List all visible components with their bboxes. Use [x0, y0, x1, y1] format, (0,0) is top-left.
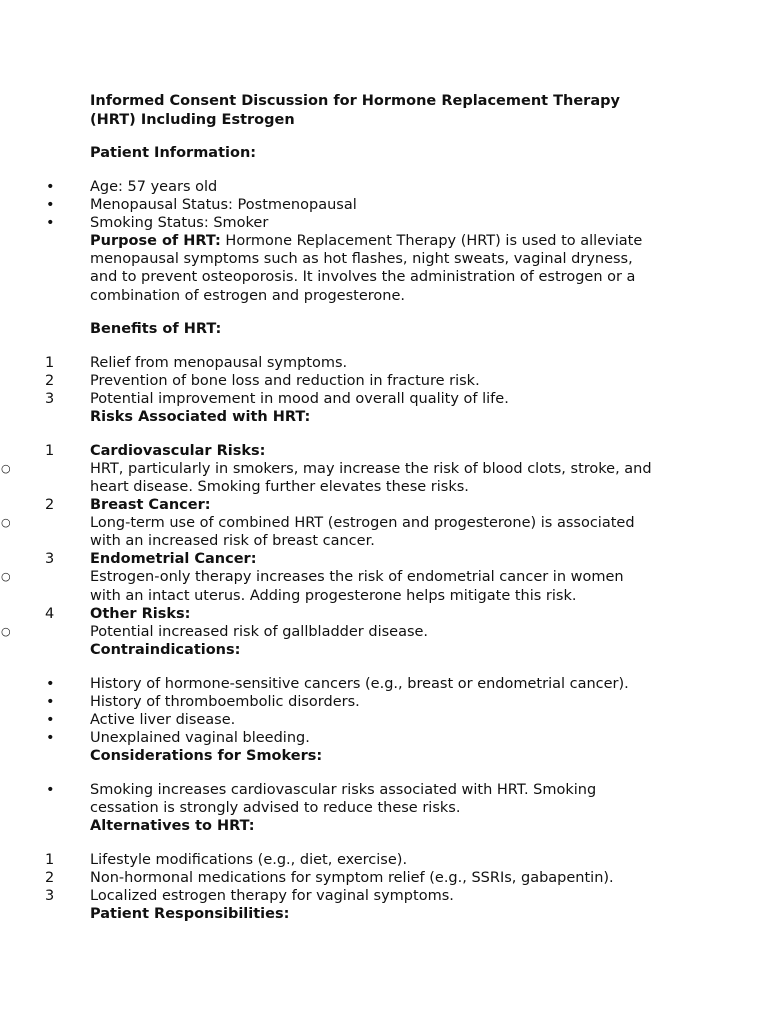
patient-info-heading: Patient Information:: [90, 145, 257, 161]
risk-detail-line: Potential increased risk of gallbladder disease.: [90, 624, 429, 640]
alternative-item: Localized estrogen therapy for vaginal symptoms.: [90, 888, 454, 904]
purpose-line-3: and to prevent osteoporosis. It involves the administration of estrogen or a: [90, 269, 636, 285]
smokers-text-line: Smoking increases cardiovascular risks associated with HRT. Smoking: [90, 782, 597, 798]
purpose-line-4: combination of estrogen and progesterone.: [90, 288, 405, 304]
risk-title-cardiovascular: Cardiovascular Risks:: [90, 443, 266, 459]
bullet-marker: •: [46, 197, 55, 213]
list-number: 2: [45, 497, 55, 513]
risk-detail-line: Estrogen-only therapy increases the risk of endometrial cancer in women: [90, 569, 624, 585]
bullet-marker: •: [46, 676, 55, 692]
responsibilities-heading: Patient Responsibilities:: [90, 906, 290, 922]
list-number: 1: [45, 852, 55, 868]
risk-detail-line: HRT, particularly in smokers, may increase the risk of blood clots, stroke, and: [90, 461, 652, 477]
purpose-line-1: [90, 232, 690, 250]
list-number: 2: [45, 870, 55, 886]
bullet-marker: •: [46, 730, 55, 746]
patient-info-smoking-status: Smoking Status: Smoker: [90, 215, 269, 231]
benefit-item: Relief from menopausal symptoms.: [90, 355, 348, 371]
contraindication-item: Unexplained vaginal bleeding.: [90, 730, 310, 746]
alternative-item: Non-hormonal medications for symptom relief (e.g., SSRIs, gabapentin).: [90, 870, 614, 886]
list-number: 2: [45, 373, 55, 389]
bullet-marker: •: [46, 179, 55, 195]
bullet-marker: •: [46, 712, 55, 728]
document-title-line-2: (HRT) Including Estrogen: [90, 112, 295, 128]
list-number: 4: [45, 606, 55, 622]
risk-detail-line: Long-term use of combined HRT (estrogen and progesterone) is associated: [90, 515, 635, 531]
bullet-marker: •: [46, 694, 55, 710]
risk-detail-line: heart disease. Smoking further elevates these risks.: [90, 479, 469, 495]
sub-bullet-marker: ○: [1, 516, 11, 529]
contraindication-item: History of thromboembolic disorders.: [90, 694, 360, 710]
contraindications-heading: Contraindications:: [90, 642, 241, 658]
list-number: 3: [45, 551, 55, 567]
risk-title-endometrial-cancer: Endometrial Cancer:: [90, 551, 257, 567]
list-number: 1: [45, 355, 55, 371]
list-number: 3: [45, 391, 55, 407]
patient-info-menopausal-status: Menopausal Status: Postmenopausal: [90, 197, 357, 213]
bullet-marker: •: [46, 215, 55, 231]
list-number: 1: [45, 443, 55, 459]
risk-detail-line: with an intact uterus. Adding progesterone helps mitigate this risk.: [90, 588, 577, 604]
smokers-text-line: cessation is strongly advised to reduce these risks.: [90, 800, 461, 816]
purpose-line-2: menopausal symptoms such as hot flashes, night sweats, vaginal dryness,: [90, 251, 633, 267]
risks-heading: Risks Associated with HRT:: [90, 409, 311, 425]
purpose-text: Hormone Replacement Therapy (HRT) is used to alleviate: [220, 233, 643, 249]
risk-detail-line: with an increased risk of breast cancer.: [90, 533, 375, 549]
benefit-item: Prevention of bone loss and reduction in fracture risk.: [90, 373, 480, 389]
contraindication-item: History of hormone-sensitive cancers (e.g., breast or endometrial cancer).: [90, 676, 629, 692]
sub-bullet-marker: ○: [1, 625, 11, 638]
purpose-label: Purpose of HRT:: [90, 233, 221, 249]
bullet-marker: •: [46, 782, 55, 798]
document-title-line-1: Informed Consent Discussion for Hormone Replacement Therapy: [90, 93, 620, 109]
contraindication-item: Active liver disease.: [90, 712, 236, 728]
benefit-item: Potential improvement in mood and overall quality of life.: [90, 391, 509, 407]
patient-info-age: Age: 57 years old: [90, 179, 218, 195]
risk-title-breast-cancer: Breast Cancer:: [90, 497, 211, 513]
smokers-heading: Considerations for Smokers:: [90, 748, 323, 764]
sub-bullet-marker: ○: [1, 570, 11, 583]
sub-bullet-marker: ○: [1, 462, 11, 475]
benefits-heading: Benefits of HRT:: [90, 321, 222, 337]
alternatives-heading: Alternatives to HRT:: [90, 818, 255, 834]
risk-title-other: Other Risks:: [90, 606, 191, 622]
list-number: 3: [45, 888, 55, 904]
alternative-item: Lifestyle modifications (e.g., diet, exercise).: [90, 852, 408, 868]
